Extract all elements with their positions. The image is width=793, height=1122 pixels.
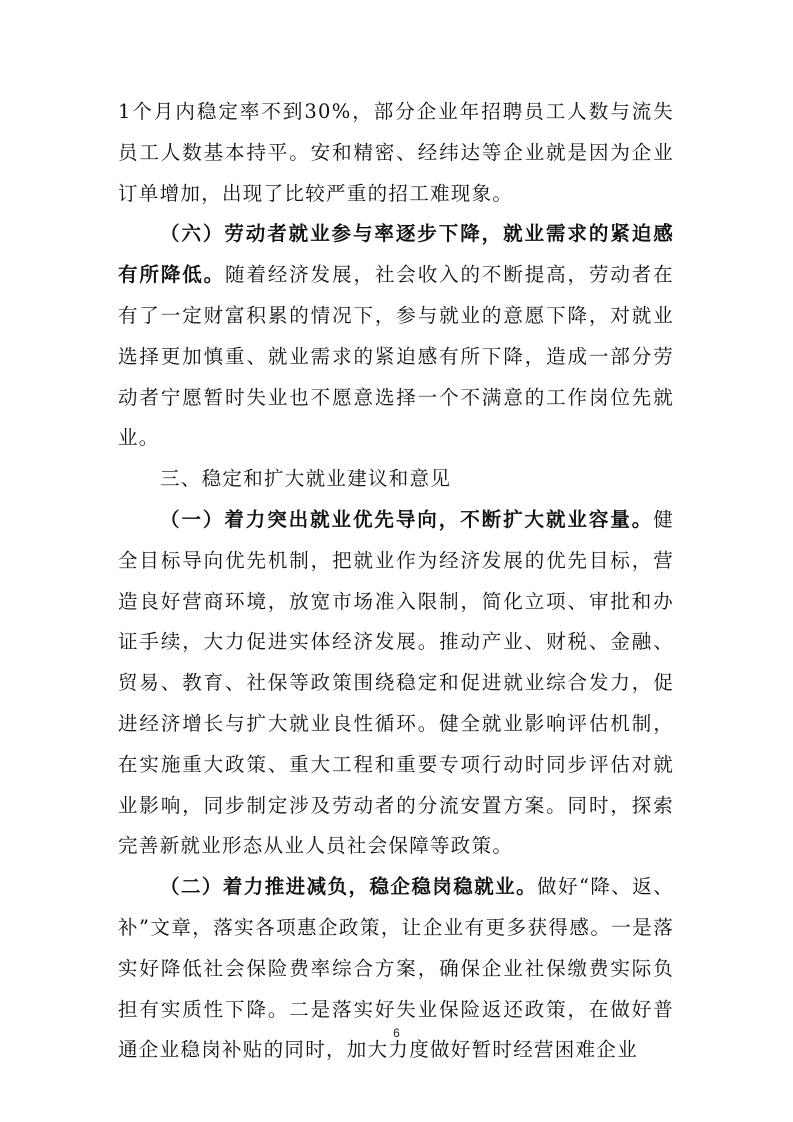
paragraph-six [118,214,674,459]
section-title: 三、稳定和扩大就业建议和意见 [160,467,452,491]
paragraph-text: 1个月内稳定率不到30%，部分企业年招聘员工人数与流失员工人数基本持平。安和精密、经纬达等企业就是因为企业订单增加，出现了比较严重的招工难现象。 [118,100,674,205]
paragraph-heading: （六）劳动者就业参与率逐步下降，就业需求的紧迫感有所降低。 [118,222,674,287]
paragraph-heading: （一）着力突出就业优先导向，不断扩大就业容量。 [160,507,654,531]
paragraph-heading: （二）着力推进减负，稳企稳岗稳就业。 [160,875,538,899]
section-heading [118,459,674,500]
page-number: 6 [393,1026,400,1040]
paragraph-text: 健全目标导向优先机制，把就业作为经济发展的优先目标，营造良好营商环境，放宽市场准入限制，简化立项、审批和办证手续，大力促进实体经济发展。推动产业、财税、金融、贸易、教育、社保等政策围绕稳定和促进就业综合发力，促进经济增长与扩大就业良性循环。健全就业影响评估机制，在实施重大政策、重大工程和重要专项行动时同步评估对就业影响，同步制定涉及劳动者的分流安置方案。同时，探索完善新就业形态从业人员社会保障等政策。 [118,507,674,858]
paragraph-suggestion-one [118,500,674,867]
paragraph-suggestion-two [118,867,674,1071]
paragraph-text: 做好“降、返、补”文章，落实各项惠企政策，让企业有更多获得感。一是落实好降低社会保险费率综合方案，确保企业社保缴费实际负担有实质性下降。二是落实好失业保险返还政策，在做好普通企业稳岗补贴的同时，加大力度做好暂时经营困难企业 [118,875,674,1062]
paragraph-text: 随着经济发展，社会收入的不断提高，劳动者在有了一定财富积累的情况下，参与就业的意愿下降，对就业选择更加慎重、就业需求的紧迫感有所下降，造成一部分劳动者宁愿暂时失业也不愿意选择一个不满意的工作岗位先就业。 [118,263,674,450]
paragraph-continuation [118,92,674,214]
document-body [118,92,674,1071]
